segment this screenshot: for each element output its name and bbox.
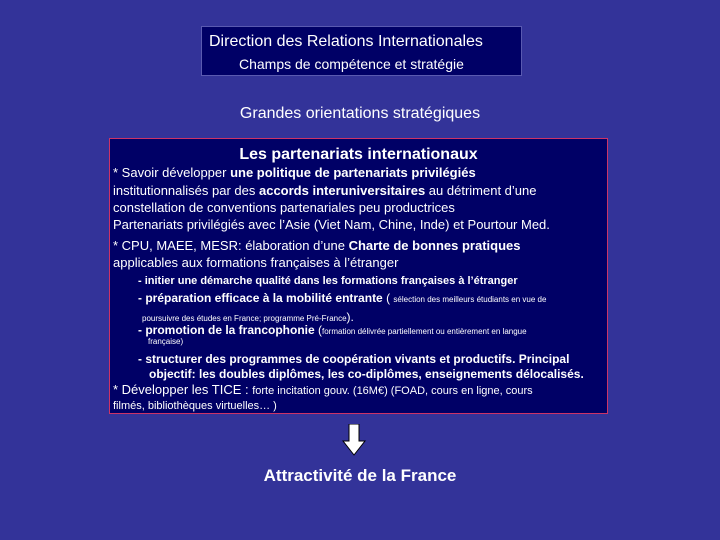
- line-9-tail: ).: [346, 310, 354, 324]
- line-8-bold: - préparation efficace à la mobilité entrante: [138, 291, 387, 305]
- line-5: [113, 237, 520, 254]
- down-arrow-icon: [342, 424, 366, 456]
- partnerships-box: [109, 138, 608, 414]
- box-title: Les partenariats internationaux: [239, 146, 478, 163]
- header-box: [201, 26, 522, 76]
- line-8: [138, 290, 546, 308]
- line-14-small: forte incitation gouv. (16M€) (FOAD, cours en ligne, cours: [252, 385, 533, 397]
- line-1-bold: une politique de partenariats privilégiés: [230, 165, 476, 180]
- line-1: [113, 164, 476, 181]
- line-14-text: * Développer les TICE :: [113, 382, 253, 397]
- line-5-bold: Charte de bonnes pratiques: [348, 238, 521, 253]
- conclusion-text: Attractivité de la France: [263, 466, 457, 485]
- line-8-small: sélection des meilleurs étudiants en vue de: [393, 295, 547, 304]
- line-10-bold: - promotion de la francophonie: [138, 323, 318, 337]
- line-1-text: * Savoir développer: [113, 165, 231, 180]
- line-5-text: * CPU, MAEE, MESR: élaboration d’une: [113, 238, 349, 253]
- line-9-small: poursuivre des études en France; programme Pré-France: [142, 314, 347, 323]
- line-10: [138, 322, 527, 340]
- line-7: - initier une démarche qualité dans les formations françaises à l’étranger: [138, 275, 518, 287]
- line-2-tail: au détriment d’une: [425, 183, 537, 198]
- line-8-paren: (: [386, 291, 394, 305]
- line-2-bold: accords interuniversitaires: [258, 183, 426, 198]
- line-10-paren: (: [318, 323, 322, 337]
- line-2: [113, 182, 536, 199]
- orientations-heading: Grandes orientations stratégiques: [239, 105, 481, 122]
- line-15: filmés, bibliothèques virtuelles… ): [113, 400, 277, 412]
- header-title: Direction des Relations Internationales: [209, 33, 483, 50]
- line-11: française): [148, 337, 184, 346]
- line-13: objectif: les doubles diplômes, les co-diplômes, enseignements délocalisés.: [149, 367, 584, 381]
- line-6: applicables aux formations françaises à l’étranger: [113, 255, 399, 270]
- line-10-small: formation délivrée partiellement ou entièrement en langue: [322, 327, 527, 336]
- line-12: - structurer des programmes de coopération vivants et productifs. Principal: [138, 352, 570, 366]
- line-2-text: institutionnalisés par des: [113, 183, 259, 198]
- line-4: Partenariats privilégiés avec l’Asie (Viet Nam, Chine, Inde) et Pourtour Med.: [113, 217, 550, 232]
- line-3: constellation de conventions partenariales peu productrices: [113, 200, 455, 215]
- header-subtitle: Champs de compétence et stratégie: [239, 56, 464, 72]
